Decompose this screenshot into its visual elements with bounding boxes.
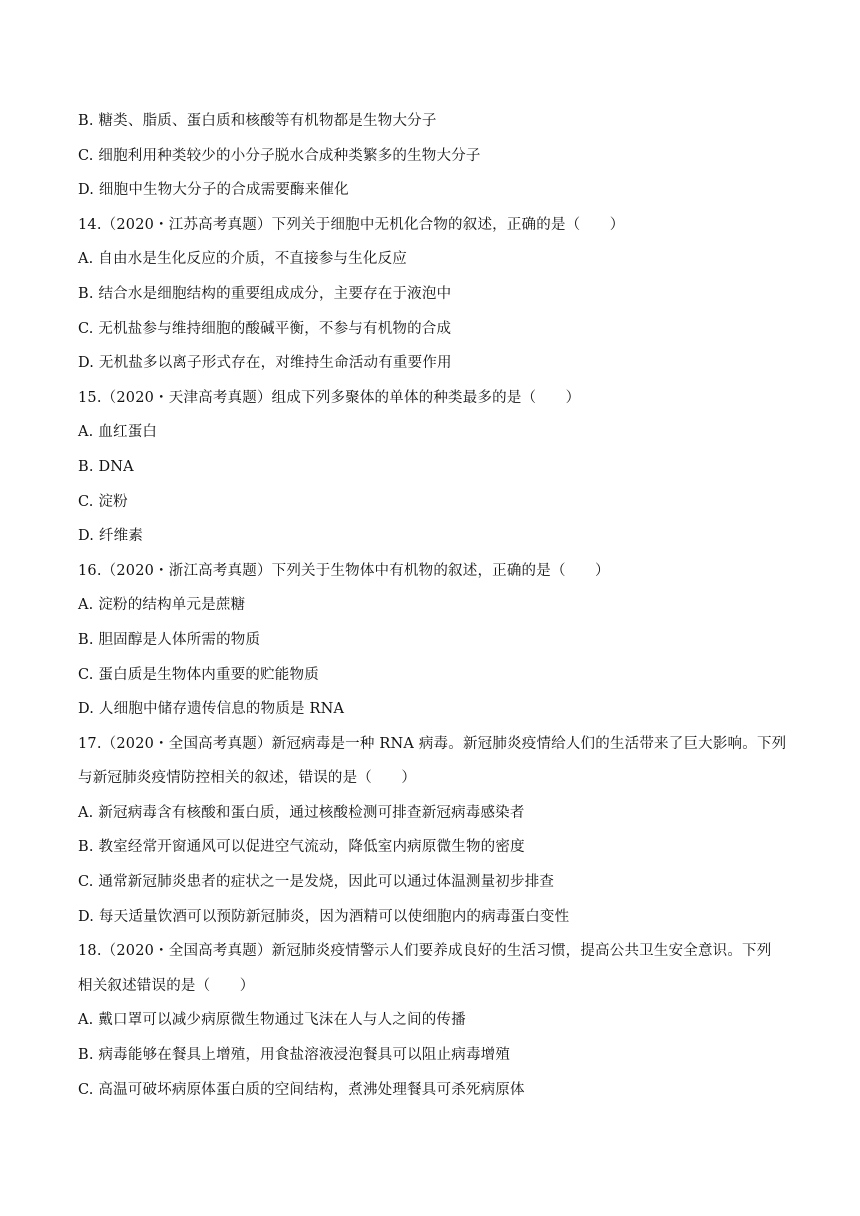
question-stem: 15.（2020・天津高考真题）组成下列多聚体的单体的种类最多的是（ ） <box>78 389 581 406</box>
option-a: A. 淀粉的结构单元是蔗糖 <box>78 597 246 614</box>
option-b: B. 结合水是细胞结构的重要组成成分，主要存在于液泡中 <box>78 285 452 302</box>
option-a: A. 血红蛋白 <box>78 424 158 441</box>
option-b: B. 病毒能够在餐具上增殖，用食盐溶液浸泡餐具可以阻止病毒增殖 <box>78 1047 511 1064</box>
option-d: D. 纤维素 <box>78 528 144 545</box>
option-a: A. 戴口罩可以减少病原微生物通过飞沫在人与人之间的传播 <box>78 1012 466 1029</box>
leading-options <box>78 104 788 208</box>
option-d: D. 无机盐多以离子形式存在，对维持生命活动有重要作用 <box>78 355 452 372</box>
option-d: D. 每天适量饮酒可以预防新冠肺炎，因为酒精可以使细胞内的病毒蛋白变性 <box>78 908 570 925</box>
option-c: C. 无机盐参与维持细胞的酸碱平衡，不参与有机物的合成 <box>78 320 452 337</box>
question-15 <box>78 381 788 554</box>
option-c: C. 蛋白质是生物体内重要的贮能物质 <box>78 666 319 683</box>
option-b: B. 糖类、脂质、蛋白质和核酸等有机物都是生物大分子 <box>78 113 437 129</box>
question-16 <box>78 554 788 727</box>
question-stem: 16.（2020・浙江高考真题）下列关于生物体中有机物的叙述，正确的是（ ） <box>78 562 610 579</box>
option-d: D. 人细胞中储存遗传信息的物质是 RNA <box>78 701 345 718</box>
question-stem: 14.（2020・江苏高考真题）下列关于细胞中无机化合物的叙述，正确的是（ ） <box>78 216 625 233</box>
option-c: C. 高温可破坏病原体蛋白质的空间结构，煮沸处理餐具可杀死病原体 <box>78 1081 525 1098</box>
question-stem-line-2: 与新冠肺炎疫情防控相关的叙述，错误的是（ ） <box>78 770 417 787</box>
question-17 <box>78 727 788 935</box>
option-c: C. 淀粉 <box>78 493 128 510</box>
option-c: C. 细胞利用种类较少的小分子脱水合成种类繁多的生物大分子 <box>78 147 481 164</box>
question-stem-line-1: 18.（2020・全国高考真题）新冠肺炎疫情警示人们要养成良好的生活习惯，提高公共卫生安全意识。下列 <box>78 943 772 960</box>
question-stem-line-1: 17.（2020・全国高考真题）新冠病毒是一种 RNA 病毒。新冠肺炎疫情给人们的生活带来了巨大影响。下列 <box>78 735 787 752</box>
option-b: B. DNA <box>78 458 134 475</box>
option-c: C. 通常新冠肺炎患者的症状之一是发烧，因此可以通过体温测量初步排查 <box>78 874 555 891</box>
question-14 <box>78 208 788 381</box>
option-b: B. 胆固醇是人体所需的物质 <box>78 631 261 648</box>
option-d: D. 细胞中生物大分子的合成需要酶来催化 <box>78 182 349 199</box>
question-stem-line-2: 相关叙述错误的是（ ） <box>78 977 255 994</box>
option-a: A. 新冠病毒含有核酸和蛋白质，通过核酸检测可排查新冠病毒感染者 <box>78 804 525 821</box>
document-content <box>78 104 788 1107</box>
option-a: A. 自由水是生化反应的介质，不直接参与生化反应 <box>78 251 407 268</box>
option-b: B. 教室经常开窗通风可以促进空气流动，降低室内病原微生物的密度 <box>78 839 525 856</box>
question-18 <box>78 934 788 1107</box>
